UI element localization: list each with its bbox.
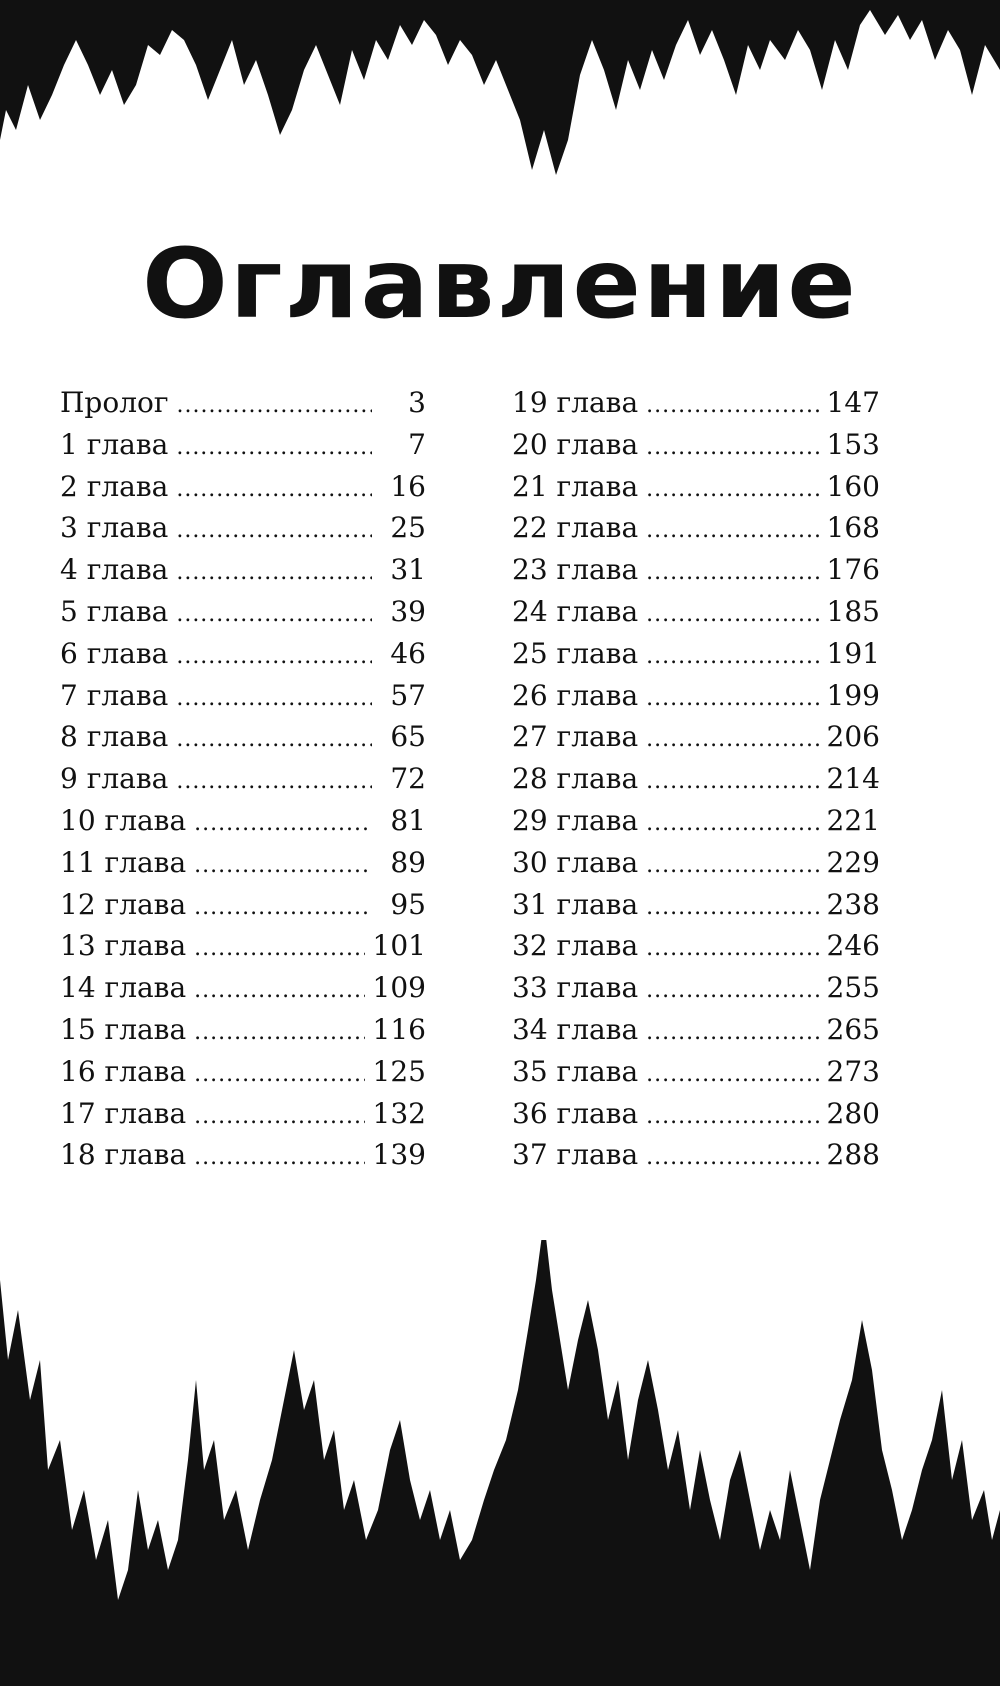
toc-entry-label: 31 глава	[512, 887, 639, 921]
hanging-trees-illustration	[0, 0, 1000, 190]
toc-entry[interactable]	[60, 1055, 426, 1097]
toc-entry[interactable]	[512, 762, 880, 804]
toc-entry[interactable]	[60, 1097, 426, 1139]
dot-leader	[646, 978, 818, 1003]
toc-entry-page: 185	[826, 594, 880, 628]
toc-entry-page: 288	[826, 1138, 880, 1172]
toc-entry-label: 32 глава	[512, 929, 639, 963]
toc-entry-page: 160	[826, 469, 880, 503]
toc-entry[interactable]	[60, 595, 426, 637]
toc-entry-label: 7 глава	[60, 678, 169, 712]
toc-entry-label: 33 глава	[512, 971, 639, 1005]
toc-entry-label: 36 глава	[512, 1096, 639, 1130]
toc-entry-page: 116	[372, 1012, 426, 1046]
page-title: Оглавление	[142, 228, 858, 340]
toc-entry[interactable]	[60, 679, 426, 721]
dot-leader	[646, 895, 818, 920]
toc-entry-page: 3	[408, 386, 426, 419]
toc-entry-page: 81	[390, 803, 426, 837]
toc-entry[interactable]	[60, 1013, 426, 1055]
toc-entry-page: 132	[372, 1096, 426, 1130]
toc-entry[interactable]	[60, 762, 426, 804]
toc-entry-label: Пролог	[60, 386, 169, 419]
toc-entry-page: 265	[826, 1012, 880, 1046]
toc-entry-label: 2 глава	[60, 469, 169, 503]
dot-leader	[646, 560, 818, 585]
toc-entry-label: 25 глава	[512, 636, 639, 670]
dot-leader	[176, 602, 372, 627]
toc-entry-label: 15 глава	[60, 1012, 187, 1046]
toc-entry[interactable]	[512, 1013, 880, 1055]
toc-entry[interactable]	[60, 1138, 426, 1180]
toc-entry[interactable]	[60, 511, 426, 553]
toc-entry[interactable]	[512, 386, 880, 428]
toc-entry[interactable]	[512, 511, 880, 553]
toc-entry-page: 95	[390, 887, 426, 921]
toc-left-column	[60, 386, 426, 1180]
dot-leader	[646, 602, 818, 627]
dot-leader	[177, 393, 372, 418]
toc-entry-label: 17 глава	[60, 1096, 187, 1130]
dot-leader	[176, 518, 372, 543]
toc-entry-page: 109	[372, 971, 426, 1005]
toc-entry-label: 14 глава	[60, 971, 187, 1005]
toc-entry[interactable]	[512, 804, 880, 846]
toc-entry-label: 3 глава	[60, 511, 169, 545]
dot-leader	[646, 644, 818, 669]
toc-entry-label: 21 глава	[512, 469, 639, 503]
toc-entry-page: 191	[826, 636, 880, 670]
toc-entry-label: 22 глава	[512, 511, 639, 545]
toc-entry-label: 10 глава	[60, 803, 187, 837]
toc-entry-label: 4 глава	[60, 553, 169, 587]
dot-leader	[194, 1020, 364, 1045]
dot-leader	[176, 560, 372, 585]
toc-entry-label: 35 глава	[512, 1054, 639, 1088]
dot-leader	[194, 978, 364, 1003]
toc-entry-page: 153	[826, 427, 880, 461]
toc-entry-page: 273	[826, 1054, 880, 1088]
toc-entry-page: 72	[390, 762, 426, 796]
toc-entry-page: 125	[372, 1054, 426, 1088]
toc-entry-page: 25	[390, 511, 426, 545]
dot-leader	[194, 853, 372, 878]
toc-entry-page: 280	[826, 1096, 880, 1130]
dot-leader	[646, 853, 818, 878]
dot-leader	[194, 895, 372, 920]
toc-entry[interactable]	[512, 720, 880, 762]
toc-entry[interactable]	[60, 553, 426, 595]
toc-entry[interactable]	[60, 971, 426, 1013]
toc-entry[interactable]	[512, 929, 880, 971]
toc-entry-page: 221	[826, 803, 880, 837]
toc-entry-page: 57	[390, 678, 426, 712]
toc-entry-page: 16	[390, 469, 426, 503]
toc-entry-label: 28 глава	[512, 762, 639, 796]
dot-leader	[646, 769, 818, 794]
toc-entry-page: 89	[390, 845, 426, 879]
toc-entry-label: 1 глава	[60, 427, 169, 461]
toc-entry-page: 255	[826, 971, 880, 1005]
dot-leader	[646, 1145, 818, 1170]
toc-entry-page: 176	[826, 553, 880, 587]
dot-leader	[194, 1145, 364, 1170]
dot-leader	[646, 477, 818, 502]
dot-leader	[176, 769, 372, 794]
toc-entry-label: 6 глава	[60, 636, 169, 670]
toc-entry-label: 29 глава	[512, 803, 639, 837]
toc-entry-label: 19 глава	[512, 386, 639, 419]
toc-right-column	[512, 386, 880, 1180]
toc-entry[interactable]	[512, 637, 880, 679]
toc-entry-label: 24 глава	[512, 594, 639, 628]
toc-entry-label: 16 глава	[60, 1054, 187, 1088]
dot-leader	[176, 477, 372, 502]
toc-entry-page: 7	[408, 427, 426, 461]
toc-entry-label: 13 глава	[60, 929, 187, 963]
toc-entry-page: 199	[826, 678, 880, 712]
toc-entry-page: 147	[826, 386, 880, 419]
toc-entry[interactable]	[60, 428, 426, 470]
toc-entry-label: 12 глава	[60, 887, 187, 921]
toc-entry[interactable]	[60, 637, 426, 679]
toc-entry[interactable]	[60, 720, 426, 762]
dot-leader	[194, 936, 364, 961]
toc-entry[interactable]	[60, 386, 426, 428]
toc-entry-page: 238	[826, 887, 880, 921]
dot-leader	[646, 811, 818, 836]
toc-entry-label: 27 глава	[512, 720, 639, 754]
forest-top-decoration	[0, 0, 1000, 190]
toc-entry[interactable]	[512, 888, 880, 930]
toc-entry-page: 139	[372, 1138, 426, 1172]
dot-leader	[646, 1104, 818, 1129]
toc-entry[interactable]	[60, 929, 426, 971]
dot-leader	[176, 644, 372, 669]
toc-entry[interactable]	[60, 888, 426, 930]
toc-entry-page: 229	[826, 845, 880, 879]
forest-bottom-decoration	[0, 1240, 1000, 1686]
toc-entry[interactable]	[512, 595, 880, 637]
toc-entry-label: 18 глава	[60, 1138, 187, 1172]
toc-entry-label: 11 глава	[60, 845, 187, 879]
toc-entry[interactable]	[512, 846, 880, 888]
dot-leader	[646, 1020, 818, 1045]
toc-entry[interactable]	[512, 1097, 880, 1139]
toc-entry[interactable]	[512, 971, 880, 1013]
dot-leader	[176, 727, 372, 752]
dot-leader	[646, 435, 818, 460]
dot-leader	[646, 393, 818, 418]
toc-entry-page: 168	[826, 511, 880, 545]
toc-entry[interactable]	[60, 804, 426, 846]
dot-leader	[646, 727, 818, 752]
dot-leader	[646, 936, 818, 961]
dot-leader	[194, 811, 372, 836]
toc-entry[interactable]	[512, 679, 880, 721]
dot-leader	[194, 1062, 364, 1087]
toc-entry-label: 5 глава	[60, 594, 169, 628]
dot-leader	[176, 686, 372, 711]
dot-leader	[194, 1104, 364, 1129]
toc-entry-page: 214	[826, 762, 880, 796]
toc-entry[interactable]	[512, 470, 880, 512]
toc-entry-label: 23 глава	[512, 553, 639, 587]
toc-entry[interactable]	[60, 470, 426, 512]
toc-entry-page: 39	[390, 594, 426, 628]
toc-entry[interactable]	[512, 428, 880, 470]
toc-entry-page: 246	[826, 929, 880, 963]
toc-entry-page: 206	[826, 720, 880, 754]
toc-entry-label: 8 глава	[60, 720, 169, 754]
toc-entry[interactable]	[512, 1138, 880, 1180]
dot-leader	[646, 686, 818, 711]
toc-entry-label: 9 глава	[60, 762, 169, 796]
toc-entry-page: 101	[372, 929, 426, 963]
dot-leader	[646, 1062, 818, 1087]
toc-entry-page: 65	[390, 720, 426, 754]
toc-entry-label: 26 глава	[512, 678, 639, 712]
toc-entry-label: 30 глава	[512, 845, 639, 879]
toc-entry-label: 20 глава	[512, 427, 639, 461]
tree-silhouettes-illustration	[0, 1240, 1000, 1686]
dot-leader	[176, 435, 372, 460]
toc-entry[interactable]	[512, 1055, 880, 1097]
toc-entry-label: 34 глава	[512, 1012, 639, 1046]
toc-entry[interactable]	[512, 553, 880, 595]
toc-entry[interactable]	[60, 846, 426, 888]
dot-leader	[646, 518, 818, 543]
toc-entry-page: 31	[390, 553, 426, 587]
toc-entry-label: 37 глава	[512, 1138, 639, 1172]
toc-entry-page: 46	[390, 636, 426, 670]
